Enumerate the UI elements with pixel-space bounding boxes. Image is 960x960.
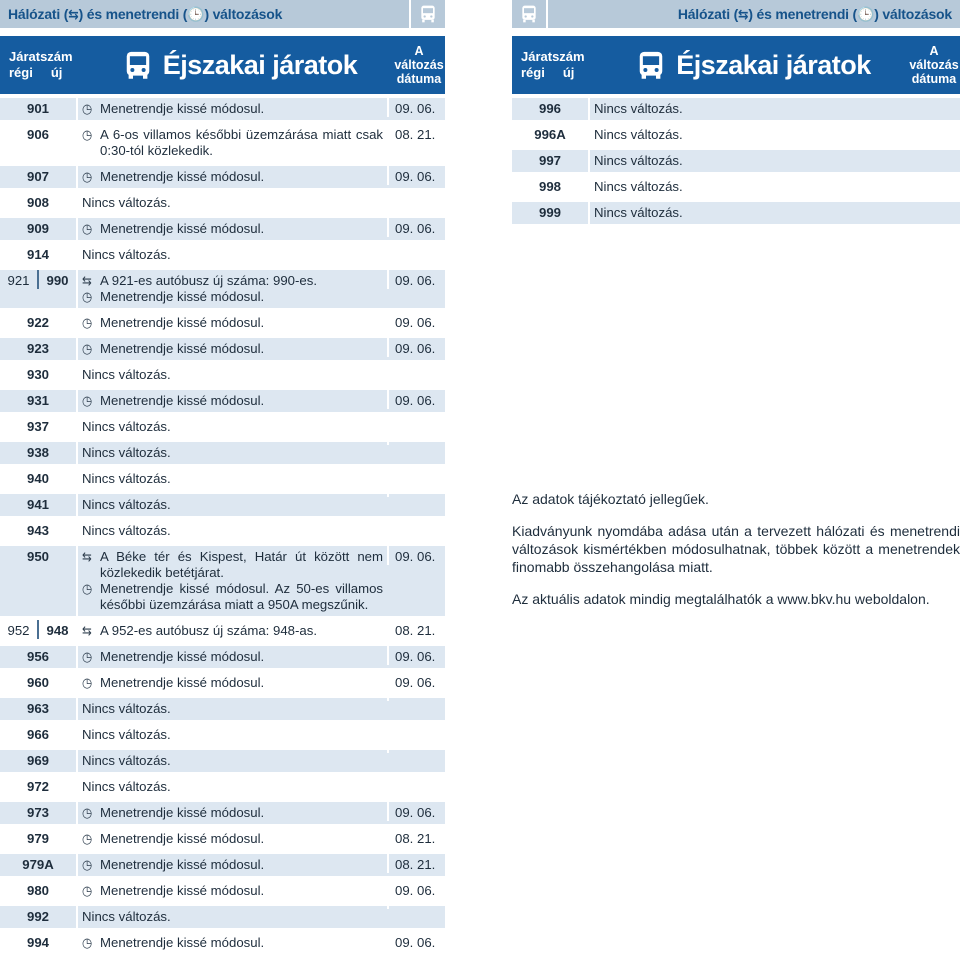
network-change-icon: ⇆ — [82, 623, 92, 638]
route-number: 979 — [26, 831, 49, 846]
change-date — [387, 520, 445, 523]
description-text: Menetrendje kissé módosul. — [100, 289, 265, 304]
description-line — [82, 649, 383, 665]
change-description — [76, 124, 387, 162]
clock-icon: ◷ — [82, 675, 93, 690]
change-date — [387, 442, 445, 445]
clock-icon: ◷ — [82, 341, 93, 356]
route-number: 950 — [26, 549, 49, 564]
description-line — [82, 127, 383, 159]
table-row — [0, 880, 445, 902]
date-column-header — [393, 44, 445, 86]
change-description — [76, 880, 387, 902]
date-header-line: dátuma — [396, 72, 442, 86]
route-number: 914 — [26, 247, 49, 262]
description-text: Nincs változás. — [82, 247, 171, 262]
change-description — [76, 520, 387, 542]
description-line — [82, 497, 383, 513]
description-line — [82, 753, 383, 769]
date-header-line: A — [929, 44, 939, 58]
change-date: 08. 21. — [387, 828, 445, 847]
change-date — [387, 776, 445, 779]
route-table — [0, 98, 445, 954]
change-date — [387, 416, 445, 419]
change-date — [387, 698, 445, 701]
change-description — [76, 646, 387, 668]
table-row — [0, 192, 445, 214]
table-row — [0, 620, 445, 642]
route-number: 963 — [26, 701, 49, 716]
description-line — [82, 701, 383, 717]
change-description — [588, 98, 960, 120]
route-number: 922 — [26, 315, 49, 330]
table-row — [0, 724, 445, 746]
route-number: 990 — [37, 270, 76, 289]
clock-icon: ◷ — [82, 581, 93, 596]
description-text: Nincs változás. — [82, 779, 171, 794]
description-line — [594, 153, 956, 169]
description-text: Menetrendje kissé módosul. — [100, 315, 265, 330]
table-row — [0, 698, 445, 720]
change-description — [76, 312, 387, 334]
description-text: Nincs változás. — [82, 909, 171, 924]
change-description — [76, 338, 387, 360]
change-description — [76, 802, 387, 824]
change-description — [588, 176, 960, 198]
description-line — [82, 195, 383, 211]
table-row — [0, 750, 445, 772]
route-number: 994 — [26, 935, 49, 950]
change-description — [76, 828, 387, 850]
change-date: 09. 06. — [387, 390, 445, 409]
description-text: Nincs változás. — [82, 445, 171, 460]
date-header-line: A — [414, 44, 424, 58]
route-number: 931 — [26, 393, 49, 408]
route-number: 996 — [538, 101, 561, 116]
new-label: új — [562, 65, 575, 80]
clock-icon: ◷ — [82, 857, 93, 872]
description-text: Nincs változás. — [82, 727, 171, 742]
section-title: Éjszakai járatok — [162, 49, 358, 80]
route-number: 908 — [26, 195, 49, 210]
clock-icon: ◷ — [82, 101, 93, 116]
route-number: 999 — [538, 205, 561, 220]
description-text: Nincs változás. — [82, 497, 171, 512]
description-text: Menetrendje kissé módosul. — [100, 857, 265, 872]
route-number: 997 — [538, 153, 561, 168]
route-number-header — [0, 49, 87, 81]
section-title-group — [87, 50, 393, 81]
table-row — [0, 906, 445, 928]
change-description — [76, 906, 387, 928]
change-description — [76, 698, 387, 720]
route-number: 907 — [26, 169, 49, 184]
route-number: 943 — [26, 523, 49, 538]
route-number: 969 — [26, 753, 49, 768]
change-description — [76, 620, 387, 642]
description-text: Nincs változás. — [82, 367, 171, 382]
route-number-label: Járatszám — [9, 49, 73, 64]
change-date: 08. 21. — [387, 620, 445, 639]
description-line — [82, 393, 383, 409]
network-change-icon: ⇆ — [82, 549, 92, 564]
table-row — [0, 218, 445, 240]
date-header-line: változás — [394, 58, 444, 72]
change-date — [387, 364, 445, 367]
change-date: 09. 06. — [387, 802, 445, 821]
description-text: Nincs változás. — [82, 753, 171, 768]
description-line — [82, 419, 383, 435]
route-number: 998 — [538, 179, 561, 194]
description-line — [82, 883, 383, 899]
description-line — [82, 315, 383, 331]
route-number: 923 — [26, 341, 49, 356]
change-date — [387, 468, 445, 471]
right-column — [512, 0, 960, 228]
description-line — [82, 289, 383, 305]
description-line — [82, 101, 383, 117]
change-description — [588, 202, 960, 224]
description-line — [594, 205, 956, 221]
change-description — [588, 124, 960, 146]
route-number: 973 — [26, 805, 49, 820]
table-row — [512, 176, 960, 198]
route-number: 930 — [26, 367, 49, 382]
change-date: 09. 06. — [387, 270, 445, 289]
date-header-line: változás — [909, 58, 959, 72]
route-number-header — [512, 49, 599, 81]
table-row — [0, 442, 445, 464]
route-number: 938 — [26, 445, 49, 460]
description-line — [82, 779, 383, 795]
change-date: 08. 21. — [387, 854, 445, 873]
table-row — [0, 672, 445, 694]
description-text: Nincs változás. — [594, 153, 683, 168]
table-row — [0, 364, 445, 386]
description-text: Nincs változás. — [594, 179, 683, 194]
table-row — [0, 932, 445, 954]
change-description — [588, 150, 960, 172]
table-row — [512, 150, 960, 172]
description-line — [82, 675, 383, 691]
clock-icon: ◷ — [82, 805, 93, 820]
description-line — [82, 623, 383, 639]
change-date: 09. 06. — [387, 880, 445, 899]
bus-icon — [636, 50, 666, 80]
route-number: 948 — [37, 620, 76, 639]
description-text: Nincs változás. — [82, 419, 171, 434]
table-row — [0, 802, 445, 824]
change-date — [387, 750, 445, 753]
clock-icon: ◷ — [82, 127, 93, 142]
table-row — [0, 416, 445, 438]
description-line — [594, 127, 956, 143]
description-line — [82, 341, 383, 357]
change-date: 09. 06. — [387, 646, 445, 665]
old-route-number: 921 — [7, 273, 30, 288]
description-text: A 952-es autóbusz új száma: 948-as. — [100, 623, 317, 638]
change-description — [76, 724, 387, 746]
note-paragraph: Az adatok tájékoztató jellegűek. — [512, 491, 709, 507]
change-description — [76, 244, 387, 266]
description-text: A 921-es autóbusz új száma: 990-es. — [100, 273, 317, 288]
change-date: 09. 06. — [387, 932, 445, 951]
description-text: Nincs változás. — [594, 205, 683, 220]
old-label: régi — [521, 65, 545, 80]
route-number: 937 — [26, 419, 49, 434]
description-text: Menetrendje kissé módosul. — [100, 221, 265, 236]
description-line — [82, 549, 383, 581]
top-bar-title: Hálózati (⇆) és menetrendi (🕒) változások — [677, 5, 952, 22]
bus-icon — [123, 50, 153, 80]
change-date — [387, 192, 445, 195]
table-row — [0, 646, 445, 668]
change-description — [76, 776, 387, 798]
route-number: 956 — [26, 649, 49, 664]
change-description — [76, 442, 387, 464]
clock-icon: ◷ — [82, 935, 93, 950]
table-row — [0, 390, 445, 412]
description-line — [82, 247, 383, 263]
description-text: Menetrendje kissé módosul. — [100, 649, 265, 664]
change-description — [76, 98, 387, 120]
description-text: Nincs változás. — [82, 195, 171, 210]
change-description — [76, 468, 387, 490]
description-line — [82, 445, 383, 461]
clock-icon: ◷ — [82, 649, 93, 664]
change-description — [76, 416, 387, 438]
description-line — [594, 101, 956, 117]
change-date — [387, 724, 445, 727]
change-description — [76, 390, 387, 412]
table-row — [512, 124, 960, 146]
route-number: 909 — [26, 221, 49, 236]
table-row — [0, 468, 445, 490]
table-row — [0, 338, 445, 360]
table-row — [0, 520, 445, 542]
change-description — [76, 750, 387, 772]
route-number: 941 — [26, 497, 49, 512]
top-bar — [512, 0, 960, 28]
description-text: A 6-os villamos későbbi üzemzárása miatt csak 0:30-tól közlekedik. — [100, 127, 383, 158]
description-text: Menetrendje kissé módosul. — [100, 805, 265, 820]
date-header-line: dátuma — [911, 72, 957, 86]
clock-icon: ◷ — [82, 315, 93, 330]
description-line — [82, 935, 383, 951]
change-description — [76, 854, 387, 876]
route-number: 980 — [26, 883, 49, 898]
top-bar-title: Hálózati (⇆) és menetrendi (🕒) változások — [8, 5, 283, 22]
description-line — [82, 805, 383, 821]
change-date: 09. 06. — [387, 166, 445, 185]
description-line — [82, 367, 383, 383]
description-line — [82, 909, 383, 925]
clock-icon: ◷ — [82, 289, 93, 304]
route-number: 992 — [26, 909, 49, 924]
description-line — [82, 857, 383, 873]
description-line — [82, 471, 383, 487]
change-description — [76, 270, 387, 308]
change-date — [387, 906, 445, 909]
description-text: A Béke tér és Kispest, Határ út között nem közlekedik betétjárat. — [100, 549, 383, 580]
note-paragraph: Az aktuális adatok mindig megtalálhatók a www.bkv.hu weboldalon. — [512, 591, 930, 607]
table-row — [512, 202, 960, 224]
section-title: Éjszakai járatok — [676, 49, 871, 80]
bus-icon — [409, 0, 445, 28]
description-text: Menetrendje kissé módosul. — [100, 169, 265, 184]
table-row — [0, 776, 445, 798]
description-line — [594, 179, 956, 195]
old-route-number: 952 — [7, 623, 30, 638]
description-text: Menetrendje kissé módosul. — [100, 341, 265, 356]
table-header — [0, 36, 445, 94]
change-description — [76, 494, 387, 516]
route-number: 966 — [26, 727, 49, 742]
change-date: 09. 06. — [387, 672, 445, 691]
notes — [512, 490, 960, 622]
change-date: 09. 06. — [387, 98, 445, 117]
note-paragraph: Kiadványunk nyomdába adása után a tervezett hálózati és menetrendi változások kismértékben módosulhatnak, többek között a menetrendek finomabb összehangolása miatt. — [512, 523, 960, 575]
table-row — [512, 98, 960, 120]
description-line — [82, 831, 383, 847]
change-description — [76, 166, 387, 188]
clock-icon: ◷ — [82, 883, 93, 898]
route-number: 979A — [22, 857, 54, 872]
route-number: 901 — [26, 101, 49, 116]
description-line — [82, 727, 383, 743]
description-line — [82, 221, 383, 237]
change-date: 09. 06. — [387, 338, 445, 357]
top-bar — [0, 0, 445, 28]
description-text: Menetrendje kissé módosul. — [100, 393, 265, 408]
description-line — [82, 273, 383, 289]
table-row — [0, 98, 445, 120]
description-line — [82, 581, 383, 613]
change-description — [76, 192, 387, 214]
description-text: Menetrendje kissé módosul. — [100, 101, 265, 116]
bus-icon — [512, 0, 548, 28]
route-number: 906 — [26, 127, 49, 142]
route-number: 972 — [26, 779, 49, 794]
change-date — [387, 244, 445, 247]
clock-icon: ◷ — [82, 393, 93, 408]
description-text: Menetrendje kissé módosul. — [100, 935, 265, 950]
change-description — [76, 546, 387, 616]
description-text: Menetrendje kissé módosul. — [100, 675, 265, 690]
description-line — [82, 523, 383, 539]
table-row — [0, 244, 445, 266]
description-text: Nincs változás. — [594, 127, 683, 142]
left-column — [0, 0, 445, 958]
change-date: 09. 06. — [387, 312, 445, 331]
clock-icon: ◷ — [82, 169, 93, 184]
description-text: Nincs változás. — [82, 523, 171, 538]
change-description — [76, 932, 387, 954]
clock-icon: ◷ — [82, 221, 93, 236]
table-row — [0, 124, 445, 162]
route-number: 940 — [26, 471, 49, 486]
old-label: régi — [9, 65, 33, 80]
description-text: Nincs változás. — [82, 701, 171, 716]
table-row — [0, 494, 445, 516]
clock-icon: ◷ — [82, 831, 93, 846]
table-row — [0, 546, 445, 616]
route-number: 960 — [26, 675, 49, 690]
change-description — [76, 218, 387, 240]
table-header — [512, 36, 960, 94]
description-line — [82, 169, 383, 185]
description-text: Menetrendje kissé módosul. Az 50-es villamos későbbi üzemzárása miatt a 950A megszűnik. — [100, 581, 383, 612]
network-change-icon: ⇆ — [82, 273, 92, 288]
table-row — [0, 270, 445, 308]
description-text: Nincs változás. — [594, 101, 683, 116]
route-number: 996A — [534, 127, 566, 142]
change-description — [76, 364, 387, 386]
route-number-label: Járatszám — [521, 49, 585, 64]
table-row — [0, 312, 445, 334]
section-title-group — [599, 50, 908, 81]
table-row — [0, 828, 445, 850]
description-text: Menetrendje kissé módosul. — [100, 831, 265, 846]
change-date: 09. 06. — [387, 218, 445, 237]
date-column-header — [908, 44, 960, 86]
new-label: új — [50, 65, 63, 80]
change-description — [76, 672, 387, 694]
table-row — [0, 854, 445, 876]
description-text: Nincs változás. — [82, 471, 171, 486]
description-text: Menetrendje kissé módosul. — [100, 883, 265, 898]
change-date — [387, 494, 445, 497]
table-row — [0, 166, 445, 188]
change-date: 09. 06. — [387, 546, 445, 565]
change-date: 08. 21. — [387, 124, 445, 143]
route-table — [512, 98, 960, 224]
